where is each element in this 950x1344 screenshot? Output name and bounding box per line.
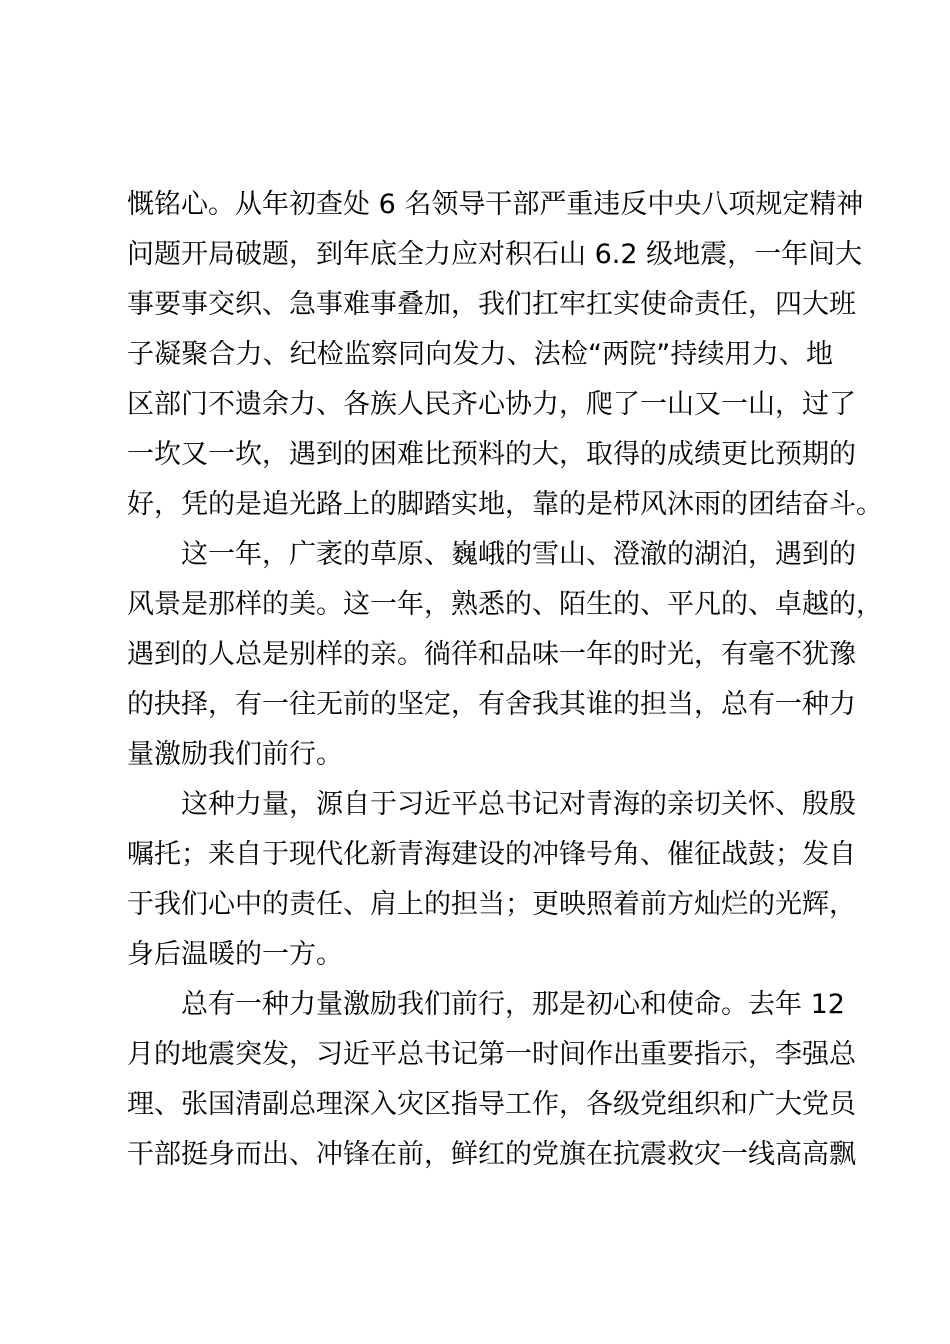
text-line: 理、张国清副总理深入灾区指导工作，各级党组织和广大党员 [127, 1089, 856, 1120]
text-line: 事要事交织、急事难事叠加，我们扛牢扛实使命责任，四大班 [127, 289, 856, 320]
text-line: 遇到的人总是别样的亲。徜徉和品味一年的时光，有毫不犹豫 [127, 639, 856, 670]
paragraph-first-line: 总有一种力量激励我们前行，那是初心和使命。去年 12 [181, 989, 845, 1020]
text-line: 风景是那样的美。这一年，熟悉的、陌生的、平凡的、卓越的， [127, 589, 883, 620]
text-line: 干部挺身而出、冲锋在前，鲜红的党旗在抗震救灾一线高高飘 [127, 1139, 856, 1170]
text-line: 于我们心中的责任、肩上的担当；更映照着前方灿烂的光辉， [127, 889, 856, 920]
text-line: 子凝聚合力、纪检监察同向发力、法检“两院”持续用力、地 [127, 339, 833, 370]
paragraph-first-line: 这一年，广袤的草原、巍峨的雪山、澄澈的湖泊，遇到的 [181, 539, 856, 570]
body-text [127, 180, 883, 1180]
text-line: 一坎又一坎，遇到的困难比预料的大，取得的成绩更比预期的 [127, 439, 856, 470]
text-line: 月的地震突发，习近平总书记第一时间作出重要指示，李强总 [127, 1039, 856, 1070]
text-line: 的抉择，有一往无前的坚定，有舍我其谁的担当，总有一种力 [127, 689, 856, 720]
text-line: 慨铭心。从年初查处 6 名领导干部严重违反中央八项规定精神 [127, 189, 864, 220]
text-line: 好，凭的是追光路上的脚踏实地，靠的是栉风沐雨的团结奋斗。 [127, 489, 883, 520]
text-line: 区部门不遗余力、各族人民齐心协力，爬了一山又一山，过了 [127, 389, 856, 420]
text-line: 问题开局破题，到年底全力应对积石山 6.2 级地震，一年间大 [127, 239, 863, 270]
paragraph-first-line: 这种力量，源自于习近平总书记对青海的亲切关怀、殷殷 [181, 789, 856, 820]
paragraph-last-line: 量激励我们前行。 [127, 739, 343, 770]
paragraph-last-line: 身后温暖的一方。 [127, 939, 343, 970]
text-line: 嘱托；来自于现代化新青海建设的冲锋号角、催征战鼓；发自 [127, 839, 856, 870]
